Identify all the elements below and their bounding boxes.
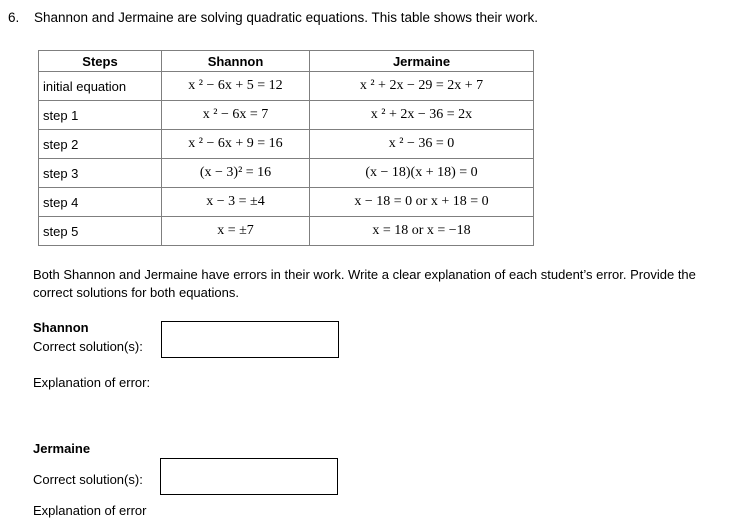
shannon-step: x ² − 6x = 7: [162, 101, 310, 130]
step-label: step 3: [39, 159, 162, 188]
table-row: [39, 159, 534, 188]
jermaine-solution-box[interactable]: [160, 458, 338, 495]
shannon-explanation-label: Explanation of error:: [33, 375, 151, 390]
instructions-paragraph: Both Shannon and Jermaine have errors in their work. Write a clear explanation of each student’s error. Provide the correct solutions for both equations.: [33, 267, 696, 300]
shannon-step: (x − 3)² = 16: [162, 159, 310, 188]
table-row: [39, 72, 534, 101]
jermaine-step: x ² + 2x − 36 = 2x: [310, 101, 534, 130]
jermaine-step: (x − 18)(x + 18) = 0: [310, 159, 534, 188]
shannon-step: x − 3 = ±4: [162, 188, 310, 217]
jermaine-explanation-label: Explanation of error: [33, 503, 147, 518]
table-row: [39, 101, 534, 130]
shannon-step: x ² − 6x + 5 = 12: [162, 72, 310, 101]
table-header-row: [39, 51, 534, 72]
step-label: step 2: [39, 130, 162, 159]
jermaine-step: x = 18 or x = −18: [310, 217, 534, 246]
question-number: 6.: [8, 10, 20, 25]
question-prompt: [8, 10, 538, 25]
step-label: step 5: [39, 217, 162, 246]
jermaine-step: x ² − 36 = 0: [310, 130, 534, 159]
shannon-heading: Shannon: [33, 320, 89, 335]
shannon-solution-box[interactable]: [161, 321, 339, 358]
work-table: [38, 50, 534, 246]
header-shannon: Shannon: [162, 51, 310, 72]
shannon-step: x ² − 6x + 9 = 16: [162, 130, 310, 159]
header-steps: Steps: [39, 51, 162, 72]
shannon-step: x = ±7: [162, 217, 310, 246]
step-label: step 4: [39, 188, 162, 217]
table-row: [39, 130, 534, 159]
table-row: [39, 217, 534, 246]
step-label: step 1: [39, 101, 162, 130]
jermaine-solution-label: Correct solution(s):: [33, 472, 143, 487]
header-jermaine: Jermaine: [310, 51, 534, 72]
shannon-solution-label: Correct solution(s):: [33, 339, 143, 354]
jermaine-step: x ² + 2x − 29 = 2x + 7: [310, 72, 534, 101]
question-text: Shannon and Jermaine are solving quadratic equations. This table shows their work.: [34, 10, 539, 25]
table-row: [39, 188, 534, 217]
jermaine-step: x − 18 = 0 or x + 18 = 0: [310, 188, 534, 217]
step-label: initial equation: [39, 72, 162, 101]
jermaine-heading: Jermaine: [33, 441, 91, 456]
